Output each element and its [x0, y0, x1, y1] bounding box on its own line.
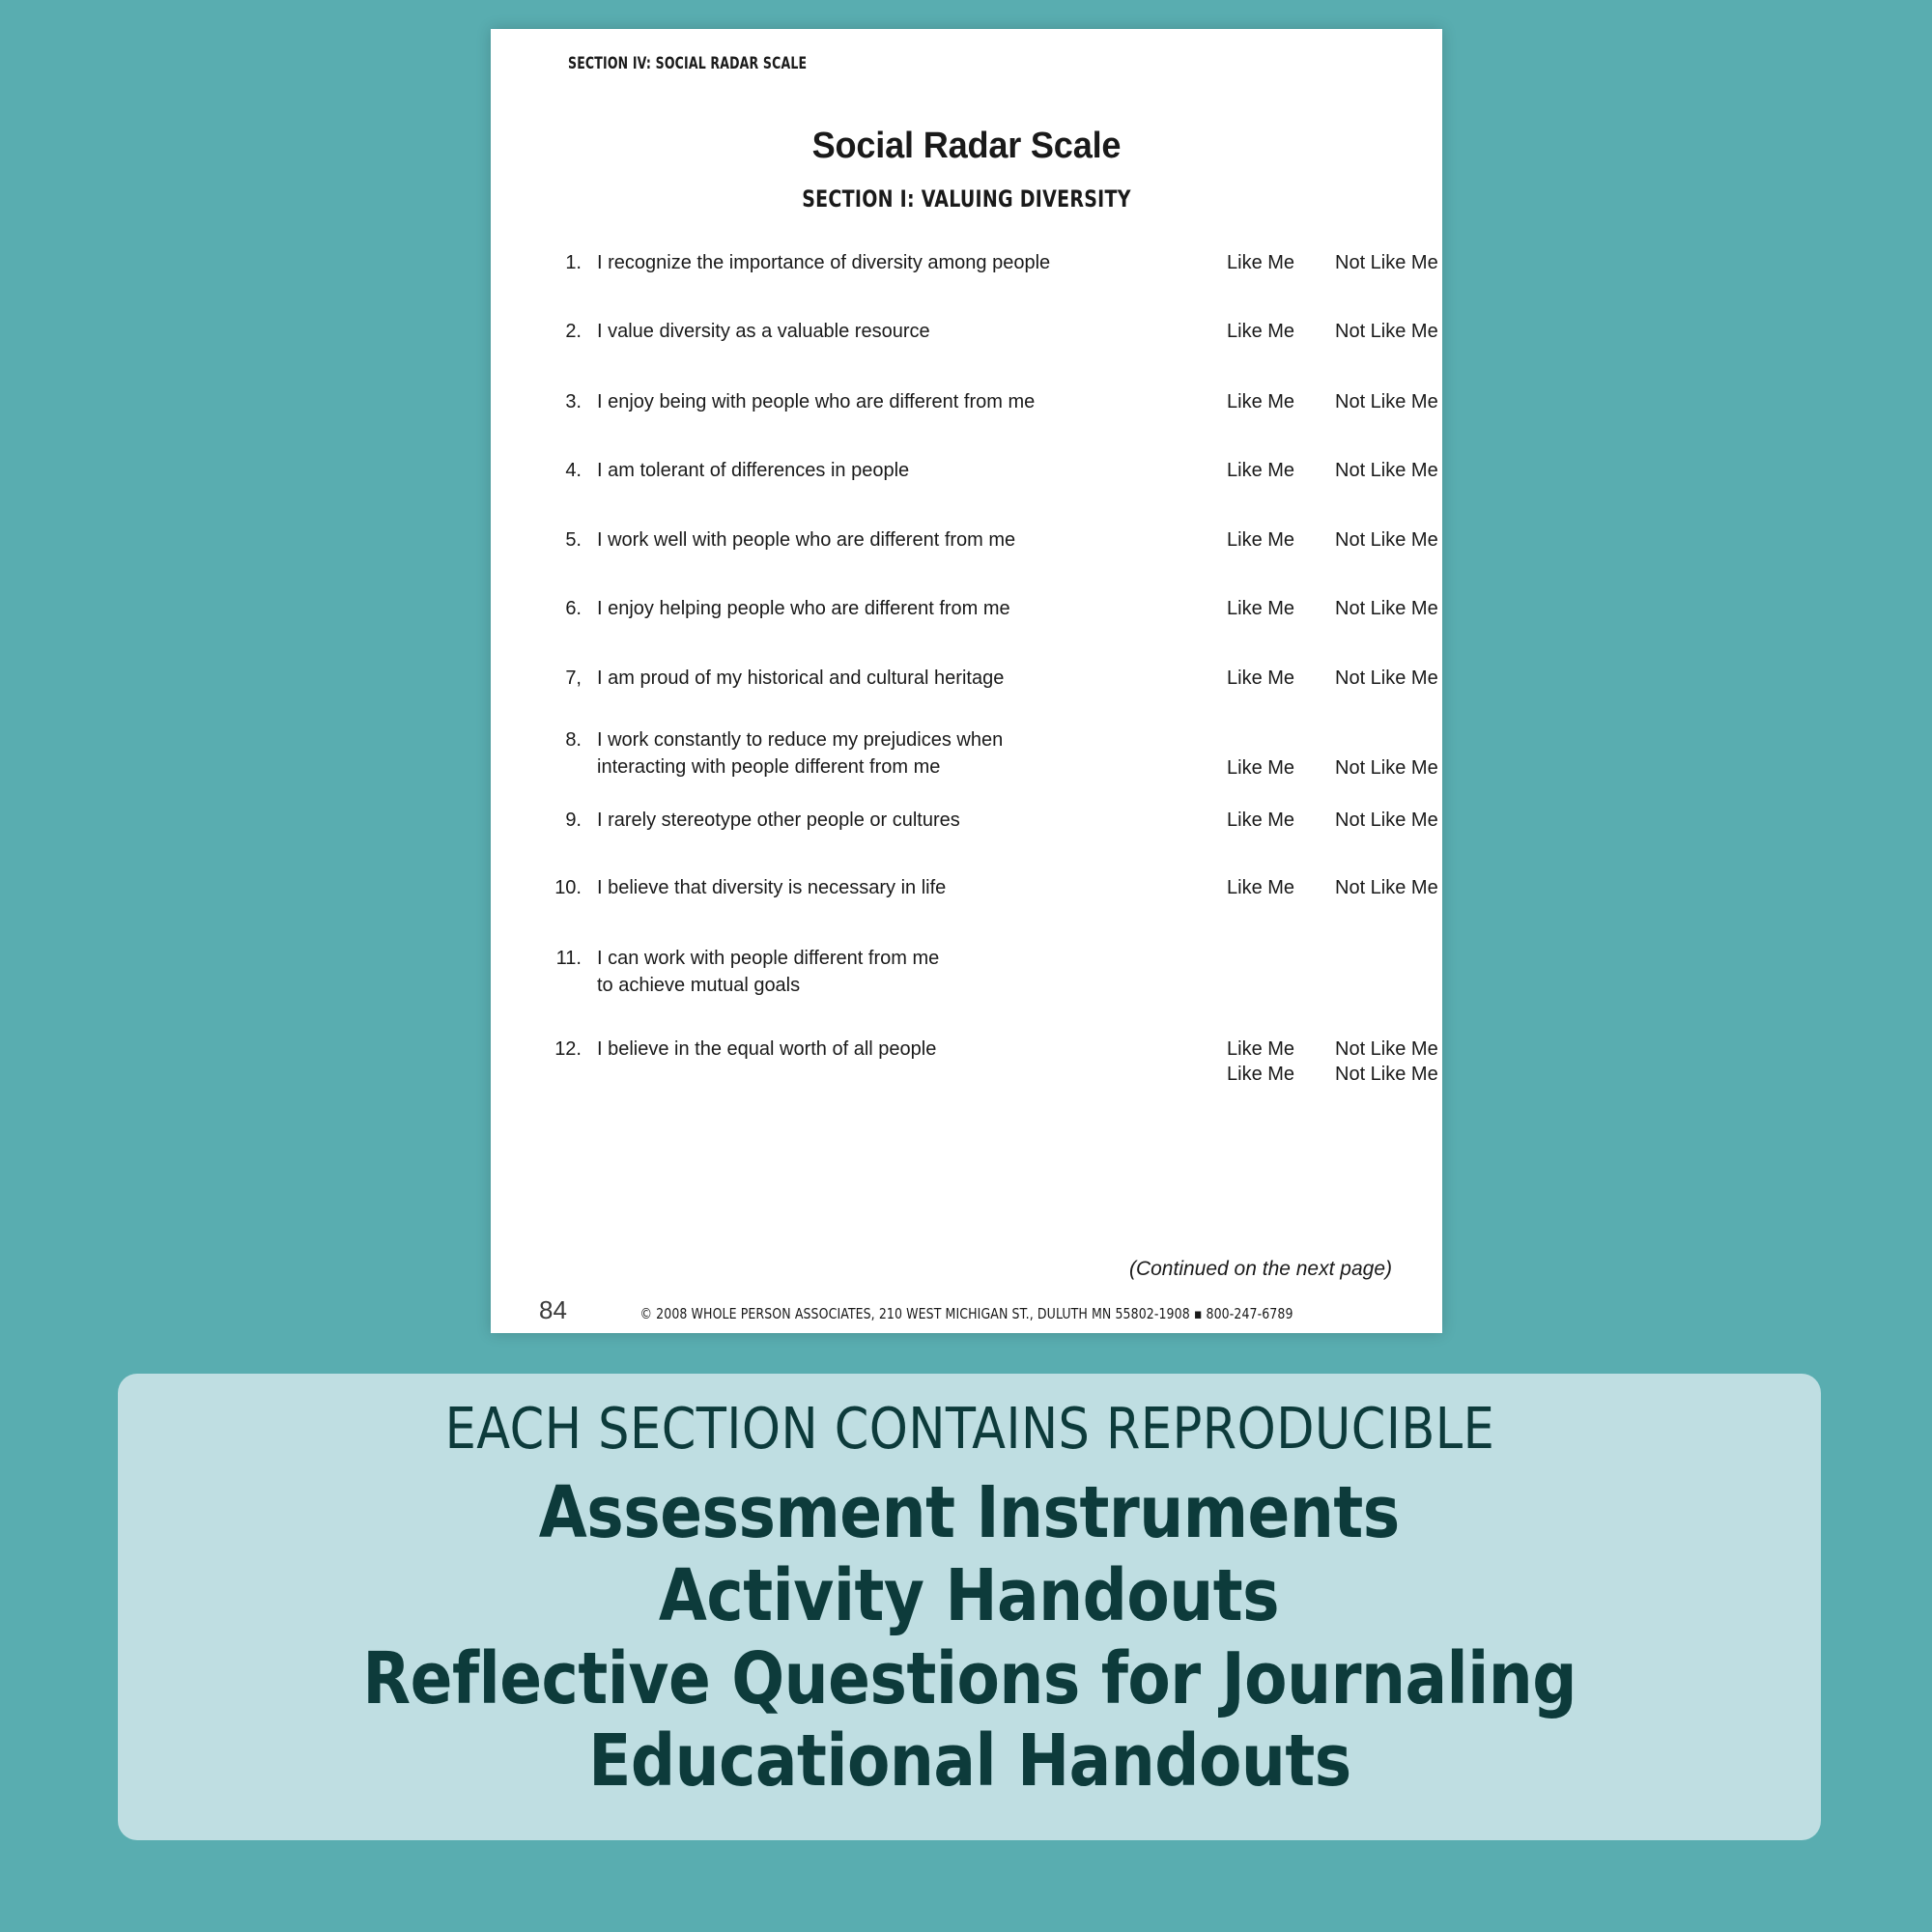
item-number: 10. — [554, 877, 582, 898]
item-statement — [597, 807, 1138, 834]
response-option-like-me[interactable]: Like Me — [1227, 598, 1295, 619]
page-title: Social Radar Scale — [811, 126, 1122, 166]
item-number: 7, — [565, 668, 582, 689]
response-option-like-me[interactable]: Like Me — [1227, 757, 1295, 779]
item-statement — [597, 945, 1138, 999]
response-option-not-like-me[interactable]: Not Like Me — [1335, 321, 1438, 342]
item-statement-line-2: interacting with people different from me — [597, 756, 941, 778]
response-option-not-like-me[interactable]: Not Like Me — [1335, 810, 1438, 831]
item-number: 5. — [565, 529, 582, 551]
item-number: 6. — [565, 598, 582, 619]
assessment-item-list — [491, 29, 1442, 1333]
response-option-like-me[interactable]: Like Me — [1227, 391, 1295, 412]
response-option-not-like-me[interactable]: Not Like Me — [1335, 391, 1438, 412]
response-option-like-me[interactable]: Like Me — [1227, 668, 1295, 689]
item-number: 2. — [565, 321, 582, 342]
item-statement — [597, 457, 1138, 484]
item-number: 11. — [555, 948, 582, 969]
response-option-like-me[interactable]: Like Me — [1227, 1064, 1295, 1085]
caption-kicker: EACH SECTION CONTAINS REPRODUCIBLE — [444, 1395, 1494, 1462]
response-option-like-me[interactable]: Like Me — [1227, 810, 1295, 831]
item-number: 8. — [565, 729, 582, 751]
item-statement-line-1: I can work with people different from me — [597, 948, 940, 969]
running-head: SECTION IV: SOCIAL RADAR SCALE — [568, 54, 808, 73]
response-option-not-like-me[interactable]: Not Like Me — [1335, 877, 1438, 898]
item-statement-line-1: I work constantly to reduce my prejudices when — [597, 729, 1004, 751]
response-option-not-like-me[interactable]: Not Like Me — [1335, 460, 1438, 481]
item-statement — [597, 526, 1138, 554]
item-statement-line-1: I work well with people who are different from me — [597, 529, 1016, 551]
item-number: 3. — [565, 391, 582, 412]
response-option-not-like-me[interactable]: Not Like Me — [1335, 252, 1438, 273]
item-statement-line-1: I enjoy being with people who are different from me — [597, 391, 1036, 412]
response-option-like-me[interactable]: Like Me — [1227, 529, 1295, 551]
item-statement — [597, 874, 1138, 901]
response-option-like-me[interactable]: Like Me — [1227, 1038, 1295, 1060]
response-option-not-like-me[interactable]: Not Like Me — [1335, 1038, 1438, 1060]
response-option-not-like-me[interactable]: Not Like Me — [1335, 598, 1438, 619]
response-option-not-like-me[interactable]: Not Like Me — [1335, 668, 1438, 689]
item-statement-line-1: I rarely stereotype other people or cultures — [597, 810, 960, 831]
item-number: 4. — [565, 460, 582, 481]
item-number: 1. — [565, 252, 582, 273]
response-option-like-me[interactable]: Like Me — [1227, 460, 1295, 481]
item-statement — [597, 1036, 1138, 1063]
response-option-not-like-me[interactable]: Not Like Me — [1335, 529, 1438, 551]
response-option-not-like-me[interactable]: Not Like Me — [1335, 757, 1438, 779]
caption-line-1: Assessment Instruments — [539, 1470, 1400, 1554]
item-statement — [597, 388, 1138, 415]
item-statement — [597, 318, 1138, 345]
item-statement-line-1: I believe that diversity is necessary in life — [597, 877, 947, 898]
item-statement-line-1: I am tolerant of differences in people — [597, 460, 910, 481]
copyright-line: © 2008 WHOLE PERSON ASSOCIATES, 210 WEST MICHIGAN ST., DULUTH MN 55802-1908 ▪ 800-247-6789 — [639, 1305, 1293, 1322]
continued-note: (Continued on the next page) — [1128, 1258, 1392, 1280]
item-statement-line-1: I am proud of my historical and cultural heritage — [597, 668, 1005, 689]
response-option-not-like-me[interactable]: Not Like Me — [1335, 1064, 1438, 1085]
response-option-like-me[interactable]: Like Me — [1227, 321, 1295, 342]
item-number: 12. — [554, 1038, 582, 1060]
caption-panel — [118, 1374, 1821, 1840]
item-statement-line-1: I recognize the importance of diversity among people — [597, 252, 1051, 273]
item-statement-line-1: I enjoy helping people who are different from me — [597, 598, 1010, 619]
item-statement — [597, 595, 1138, 622]
caption-line-2: Activity Handouts — [659, 1553, 1280, 1637]
worksheet-page — [491, 29, 1442, 1333]
item-statement — [597, 726, 1138, 781]
item-statement-line-1: I value diversity as a valuable resource — [597, 321, 930, 342]
page-subtitle: SECTION I: VALUING DIVERSITY — [802, 185, 1131, 213]
caption-line-4: Educational Handouts — [587, 1719, 1351, 1804]
page-number: 84 — [539, 1295, 567, 1324]
item-statement — [597, 665, 1138, 692]
response-option-like-me[interactable]: Like Me — [1227, 252, 1295, 273]
response-option-like-me[interactable]: Like Me — [1227, 877, 1295, 898]
item-statement-line-1: I believe in the equal worth of all people — [597, 1038, 937, 1060]
item-statement — [597, 249, 1138, 276]
caption-line-3: Reflective Questions for Journaling — [362, 1636, 1577, 1720]
item-number: 9. — [565, 810, 582, 831]
item-statement-line-2: to achieve mutual goals — [597, 975, 801, 996]
